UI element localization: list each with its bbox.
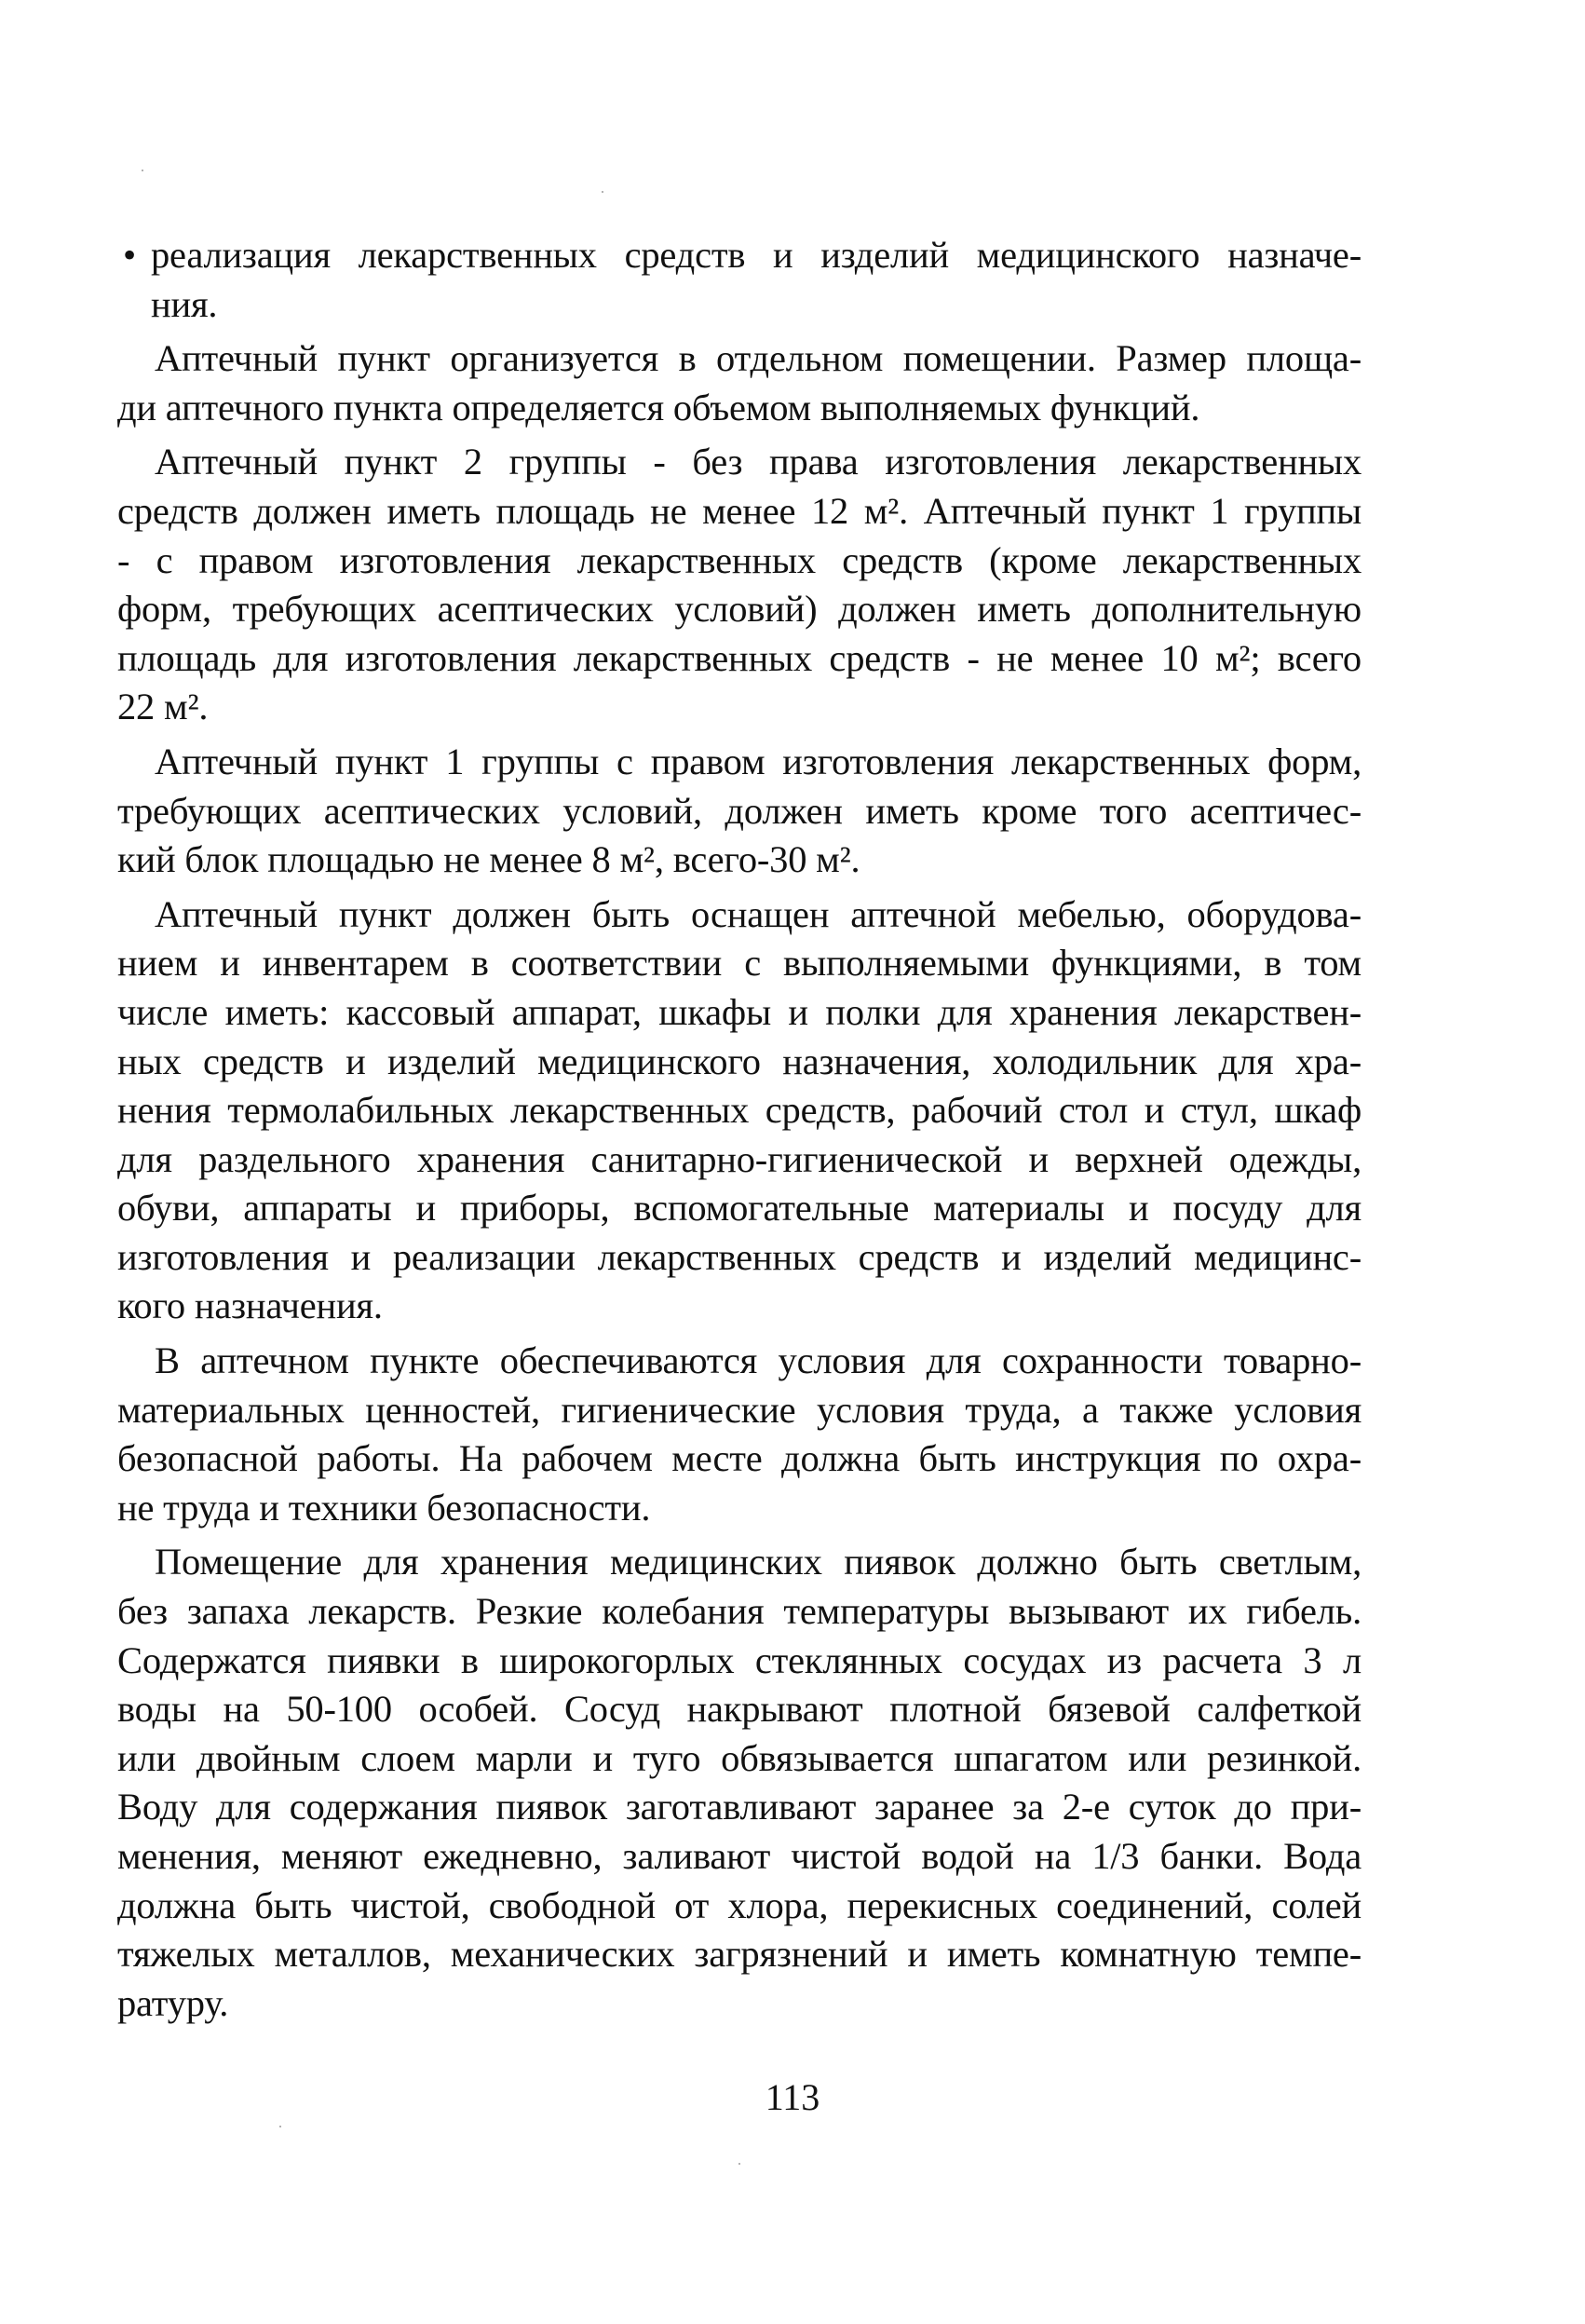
text-line: Аптечный пункт 1 группы с правом изготовления лекарственных форм, <box>155 740 1361 782</box>
text-line: безопасной работы. На рабочем месте должна быть инструкция по охра- <box>117 1437 1361 1480</box>
text-line: без запаха лекарств. Резкие колебания температуры вызывают их гибель. <box>117 1590 1361 1633</box>
text-line: кого назначения. <box>117 1284 383 1327</box>
text-line: тяжелых металлов, механических загрязнений и иметь комнатную темпе- <box>117 1933 1361 1976</box>
text-line: площадь для изготовления лекарственных средств - не менее 10 м²; всего <box>117 636 1361 679</box>
text-line: материальных ценностей, гигиенические условия труда, а также условия <box>117 1388 1361 1431</box>
text-line: или двойным слоем марли и туго обвязывается шпагатом или резинкой. <box>117 1736 1361 1779</box>
scan-speck <box>142 170 143 171</box>
text-line: Аптечный пункт должен быть оснащен аптечной мебелью, оборудова- <box>155 892 1361 935</box>
paragraph <box>117 890 1361 1331</box>
text-line: не труда и техники безопасности. <box>117 1486 651 1529</box>
text-line: форм, требующих асептических условий) должен иметь дополнительную <box>117 588 1361 631</box>
text-line: ратуру. <box>117 1981 229 2024</box>
paragraph <box>117 1337 1361 1532</box>
text-line: числе иметь: кассовый аппарат, шкафы и полки для хранения лекарствен- <box>117 990 1361 1033</box>
text-line: - с правом изготовления лекарственных средств (кроме лекарственных <box>117 538 1361 581</box>
page-body <box>117 231 1361 2033</box>
text-line: 22 м². <box>117 686 209 728</box>
text-line: менения, меняют ежедневно, заливают чистой водой на 1/3 банки. Вода <box>117 1835 1361 1877</box>
text-line: В аптечном пункте обеспечиваются условия для сохранности товарно- <box>155 1339 1361 1382</box>
paragraph <box>117 438 1361 732</box>
text-line: изготовления и реализации лекарственных средств и изделий медицинс- <box>117 1235 1361 1278</box>
text-line: должна быть чистой, свободной от хлора, перекисных соединений, солей <box>117 1883 1361 1926</box>
text-line: средств должен иметь площадь не менее 12 м². Аптечный пункт 1 группы <box>117 489 1361 532</box>
paragraph <box>117 1538 1361 2028</box>
text-line: ди аптечного пункта определяется объемом выполняемых функций. <box>117 386 1200 428</box>
text-line: кий блок площадью не менее 8 м², всего-30 м². <box>117 838 860 881</box>
bullet-item <box>117 231 1361 329</box>
text-line: требующих асептических условий, должен иметь кроме того асептичес- <box>117 789 1361 832</box>
text-line: ния. <box>151 282 218 325</box>
paragraph <box>117 738 1361 885</box>
text-line: Помещение для хранения медицинских пиявок должно быть светлым, <box>155 1541 1361 1583</box>
text-line: реализация лекарственных средств и изделий медицинского назначе- <box>151 234 1361 276</box>
bullet-marker: • <box>123 234 137 276</box>
text-line: Содержатся пиявки в широкогорлых стеклянных сосудах из расчета 3 л <box>117 1638 1361 1681</box>
scan-speck <box>738 2163 740 2165</box>
text-line: для раздельного хранения санитарно-гигиенической и верхней одежды, <box>117 1137 1361 1180</box>
text-line: Аптечный пункт 2 группы - без права изготовления лекарственных <box>155 441 1361 483</box>
text-line: нием и инвентарем в соответствии с выполняемыми функциями, в том <box>117 942 1361 985</box>
paragraph <box>117 334 1361 432</box>
text-line: Воду для содержания пиявок заготавливают заранее за 2-е суток до при- <box>117 1786 1361 1828</box>
text-line: обуви, аппараты и приборы, вспомогательные материалы и посуду для <box>117 1187 1361 1230</box>
text-line: нения термолабильных лекарственных средств, рабочий стол и стул, шкаф <box>117 1089 1361 1132</box>
text-line: воды на 50-100 особей. Сосуд накрывают плотной бязевой салфеткой <box>117 1688 1361 1731</box>
page-number: 113 <box>765 2076 820 2118</box>
text-line: ных средств и изделий медицинского назначения, холодильник для хра- <box>117 1040 1361 1082</box>
text-line: Аптечный пункт организуется в отдельном помещении. Размер площа- <box>155 337 1361 380</box>
scan-speck <box>279 2126 281 2127</box>
scan-speck <box>602 191 603 193</box>
